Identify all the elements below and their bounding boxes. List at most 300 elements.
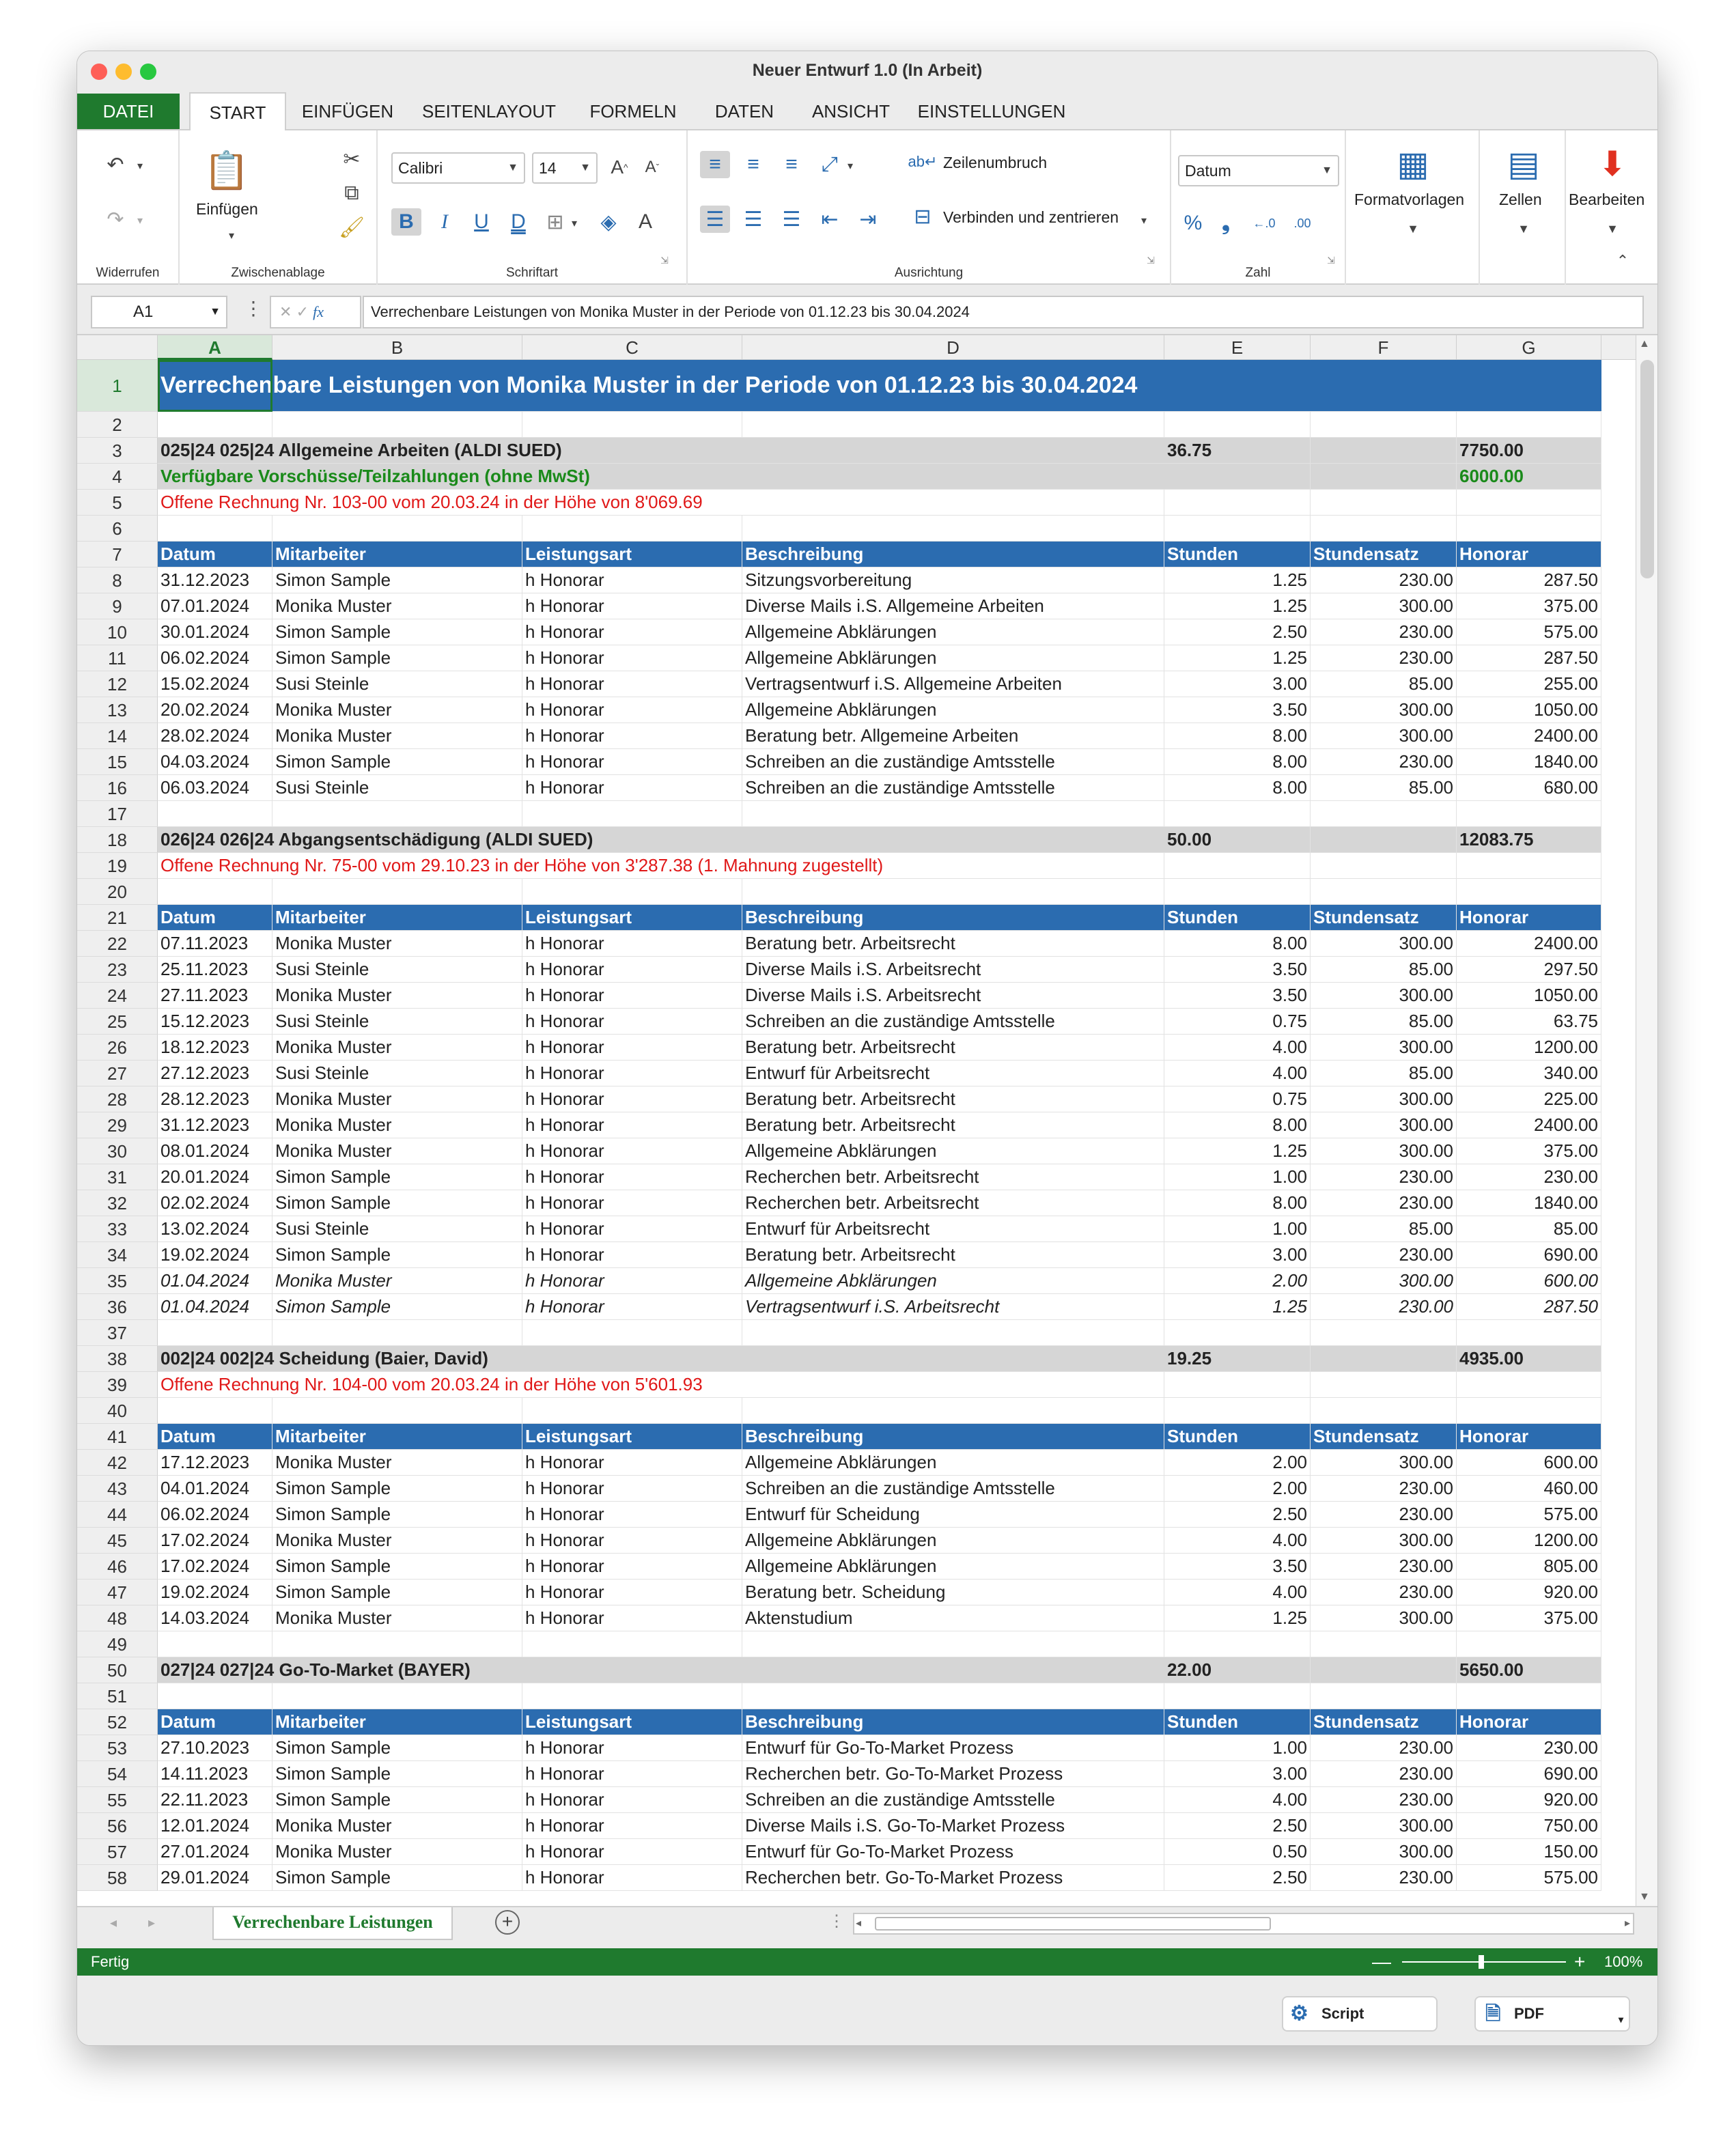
cell[interactable]: 690.00 <box>1457 1242 1601 1267</box>
thousands-separator-icon[interactable]: ❟ <box>1222 212 1230 234</box>
cell[interactable]: Simon Sample <box>272 1190 522 1216</box>
paste-icon[interactable]: 📋 <box>204 150 250 191</box>
cell[interactable]: 2.00 <box>1164 1268 1311 1293</box>
cell[interactable] <box>742 1398 1164 1423</box>
cell[interactable]: Honorar <box>1457 905 1601 930</box>
row-header[interactable]: 42 <box>77 1450 158 1476</box>
cell[interactable]: Schreiben an die zuständige Amtsstelle <box>742 1787 1164 1812</box>
row-header[interactable]: 37 <box>77 1320 158 1346</box>
more-options-icon[interactable]: ⋮ <box>244 298 263 319</box>
cell[interactable]: 8.00 <box>1164 1112 1311 1138</box>
cell[interactable] <box>158 1398 272 1423</box>
cell[interactable]: 1.00 <box>1164 1164 1311 1190</box>
cell[interactable]: 15.02.2024 <box>158 671 272 697</box>
number-format-dropdown[interactable] <box>1178 155 1339 186</box>
row-header[interactable]: 11 <box>77 645 158 671</box>
cell[interactable] <box>1164 1372 1311 1397</box>
cell[interactable] <box>522 1398 742 1423</box>
cell[interactable]: Schreiben an die zuständige Amtsstelle <box>742 1476 1164 1501</box>
row-header[interactable]: 12 <box>77 671 158 697</box>
cell[interactable]: 2400.00 <box>1457 931 1601 956</box>
cell[interactable]: Simon Sample <box>272 619 522 645</box>
edit-dropdown-icon[interactable]: ▼ <box>1606 221 1619 236</box>
cell[interactable]: 1840.00 <box>1457 1190 1601 1216</box>
increase-font-icon[interactable]: A ^ <box>611 156 628 178</box>
font-name-dropdown[interactable] <box>391 152 525 184</box>
cell[interactable]: Beratung betr. Allgemeine Arbeiten <box>742 723 1164 748</box>
cell[interactable]: 2.50 <box>1164 1813 1311 1838</box>
cell[interactable]: 2.50 <box>1164 1502 1311 1527</box>
cell[interactable]: 300.00 <box>1311 1138 1457 1164</box>
cell[interactable]: 2.00 <box>1164 1450 1311 1475</box>
cell[interactable]: Monika Muster <box>272 1528 522 1553</box>
cell[interactable]: Allgemeine Abklärungen <box>742 1138 1164 1164</box>
cell[interactable]: Monika Muster <box>272 723 522 748</box>
cell[interactable]: Offene Rechnung Nr. 75-00 vom 29.10.23 in der Höhe von 3'287.38 (1. Mahnung zugestellt) <box>160 855 884 875</box>
cell[interactable]: Simon Sample <box>272 567 522 593</box>
cell[interactable]: Monika Muster <box>272 697 522 722</box>
cell[interactable]: 300.00 <box>1311 1268 1457 1293</box>
row-header[interactable]: 50 <box>77 1657 158 1683</box>
cell[interactable] <box>1164 1320 1311 1345</box>
cell[interactable] <box>1164 1631 1311 1657</box>
cell[interactable]: h Honorar <box>522 749 742 774</box>
cell[interactable]: 31.12.2023 <box>158 1112 272 1138</box>
cell[interactable]: 4.00 <box>1164 1580 1311 1605</box>
zoom-slider[interactable] <box>1402 1961 1566 1963</box>
cell[interactable]: 3.50 <box>1164 697 1311 722</box>
cell[interactable]: Schreiben an die zuständige Amtsstelle <box>742 749 1164 774</box>
scroll-thumb[interactable] <box>1640 360 1654 578</box>
cell[interactable]: Susi Steinle <box>272 1061 522 1086</box>
cell[interactable]: 575.00 <box>1457 619 1601 645</box>
cell[interactable] <box>742 516 1164 541</box>
bold-icon[interactable]: B <box>391 208 421 236</box>
zoom-out-icon[interactable]: — <box>1372 1951 1391 1972</box>
cell[interactable]: h Honorar <box>522 775 742 800</box>
undo-icon[interactable]: ↶ <box>107 153 124 176</box>
align-bottom-icon[interactable]: ≡ <box>785 153 798 176</box>
cell[interactable]: 4.00 <box>1164 1061 1311 1086</box>
cell[interactable]: Datum <box>158 542 272 567</box>
scroll-left-icon[interactable]: ◂ <box>856 1918 862 1929</box>
cell[interactable]: h Honorar <box>522 1061 742 1086</box>
cell[interactable] <box>1311 412 1457 437</box>
row-header[interactable]: 54 <box>77 1761 158 1787</box>
row-header[interactable]: 6 <box>77 516 158 542</box>
vertical-scrollbar[interactable] <box>1636 335 1658 1906</box>
cell[interactable]: Allgemeine Abklärungen <box>742 1554 1164 1579</box>
cell[interactable] <box>522 879 742 904</box>
column-header-g[interactable]: G <box>1457 335 1601 360</box>
cell[interactable] <box>1164 801 1311 826</box>
tab-daten[interactable]: DATEN <box>714 101 774 122</box>
cell[interactable]: Monika Muster <box>272 1086 522 1112</box>
cell[interactable]: Sitzungsvorbereitung <box>742 567 1164 593</box>
row-header[interactable]: 57 <box>77 1839 158 1865</box>
cell[interactable]: 1.25 <box>1164 645 1311 671</box>
cell[interactable]: 29.01.2024 <box>158 1865 272 1890</box>
cell[interactable]: 85.00 <box>1457 1216 1601 1241</box>
cell[interactable]: Simon Sample <box>272 1294 522 1319</box>
cell[interactable] <box>1457 1372 1601 1397</box>
cell[interactable] <box>1164 464 1311 489</box>
cell[interactable]: 230.00 <box>1311 1554 1457 1579</box>
next-sheet-icon[interactable]: ▸ <box>148 1916 156 1931</box>
row-header[interactable]: 1 <box>77 360 158 412</box>
row-header[interactable]: 55 <box>77 1787 158 1813</box>
scroll-down-icon[interactable]: ▼ <box>1639 1891 1650 1903</box>
cell[interactable]: Beratung betr. Arbeitsrecht <box>742 1112 1164 1138</box>
cell[interactable]: 690.00 <box>1457 1761 1601 1786</box>
cell[interactable] <box>272 1398 522 1423</box>
increase-indent-icon[interactable]: ⇥ <box>859 208 877 231</box>
paste-button[interactable]: Einfügen <box>196 200 258 218</box>
cell[interactable]: 0.50 <box>1164 1839 1311 1864</box>
cell[interactable]: 230.00 <box>1311 1761 1457 1786</box>
cell[interactable]: 14.03.2024 <box>158 1605 272 1631</box>
row-header[interactable]: 23 <box>77 957 158 983</box>
zoom-in-icon[interactable]: + <box>1574 1951 1586 1972</box>
column-header-c[interactable]: C <box>522 335 742 360</box>
cell[interactable]: 02.02.2024 <box>158 1190 272 1216</box>
cell[interactable] <box>1457 879 1601 904</box>
cell[interactable]: 85.00 <box>1311 1009 1457 1034</box>
cell[interactable]: 255.00 <box>1457 671 1601 697</box>
cell[interactable]: Allgemeine Abklärungen <box>742 1268 1164 1293</box>
cell[interactable] <box>1457 801 1601 826</box>
align-center-icon[interactable]: ☰ <box>744 208 763 231</box>
cell[interactable]: Beratung betr. Arbeitsrecht <box>742 931 1164 956</box>
row-header[interactable]: 18 <box>77 827 158 853</box>
cell[interactable]: h Honorar <box>522 1164 742 1190</box>
cell[interactable]: Susi Steinle <box>272 671 522 697</box>
cell[interactable]: 19.02.2024 <box>158 1580 272 1605</box>
row-header[interactable]: 36 <box>77 1294 158 1320</box>
italic-icon[interactable]: I <box>441 210 448 233</box>
cell[interactable]: 15.12.2023 <box>158 1009 272 1034</box>
cell[interactable]: 300.00 <box>1311 1035 1457 1060</box>
cell[interactable]: 3.50 <box>1164 957 1311 982</box>
row-header[interactable]: 26 <box>77 1035 158 1061</box>
align-middle-icon[interactable]: ≡ <box>747 153 759 176</box>
row-header[interactable]: 25 <box>77 1009 158 1035</box>
cell[interactable]: h Honorar <box>522 1138 742 1164</box>
cell[interactable] <box>1164 1398 1311 1423</box>
font-size-dropdown[interactable] <box>532 152 598 184</box>
cell[interactable]: Monika Muster <box>272 1035 522 1060</box>
cell[interactable]: Allgemeine Abklärungen <box>742 645 1164 671</box>
cell[interactable]: Offene Rechnung Nr. 104-00 vom 20.03.24 in der Höhe von 5'601.93 <box>160 1374 703 1394</box>
cell[interactable]: 300.00 <box>1311 1839 1457 1864</box>
row-header[interactable]: 10 <box>77 619 158 645</box>
orientation-dropdown-icon[interactable]: ▾ <box>847 160 854 172</box>
cell[interactable]: 2400.00 <box>1457 1112 1601 1138</box>
name-box[interactable] <box>91 296 227 328</box>
cell[interactable]: 460.00 <box>1457 1476 1601 1501</box>
spreadsheet-grid[interactable] <box>77 335 1636 1906</box>
cell[interactable]: 230.00 <box>1311 1242 1457 1267</box>
row-header[interactable]: 30 <box>77 1138 158 1164</box>
cell[interactable]: h Honorar <box>522 1476 742 1501</box>
cell[interactable]: h Honorar <box>522 567 742 593</box>
cell[interactable]: Susi Steinle <box>272 957 522 982</box>
cancel-icon[interactable]: ✕ <box>279 303 292 320</box>
cell[interactable]: 07.11.2023 <box>158 931 272 956</box>
cell[interactable]: Diverse Mails i.S. Go-To-Market Prozess <box>742 1813 1164 1838</box>
cut-icon[interactable]: ✂ <box>343 148 361 171</box>
row-header[interactable]: 5 <box>77 490 158 516</box>
row-header[interactable]: 7 <box>77 542 158 567</box>
add-sheet-icon[interactable]: + <box>495 1910 520 1935</box>
cell[interactable]: 230.00 <box>1311 1865 1457 1890</box>
cell[interactable]: 28.02.2024 <box>158 723 272 748</box>
edit-button[interactable]: Bearbeiten <box>1569 191 1645 208</box>
cell[interactable]: h Honorar <box>522 1242 742 1267</box>
wrap-text-button[interactable]: Zeilenumbruch <box>943 154 1048 171</box>
cell[interactable] <box>1457 412 1601 437</box>
cell[interactable]: h Honorar <box>522 957 742 982</box>
cell[interactable]: 19.25 <box>1164 1346 1311 1371</box>
decrease-decimal-icon[interactable]: .00 <box>1293 216 1311 230</box>
copy-icon[interactable]: ⧉ <box>344 182 359 204</box>
row-header[interactable]: 8 <box>77 567 158 593</box>
cell[interactable]: 14.11.2023 <box>158 1761 272 1786</box>
cell[interactable]: Monika Muster <box>272 1138 522 1164</box>
cell[interactable] <box>522 1631 742 1657</box>
cell[interactable]: 8.00 <box>1164 723 1311 748</box>
cell[interactable]: 025|24 025|24 Allgemeine Arbeiten (ALDI SUED) <box>160 440 562 460</box>
cell[interactable]: 300.00 <box>1311 1813 1457 1838</box>
tab-formeln[interactable]: FORMELN <box>589 101 677 122</box>
cell[interactable]: Diverse Mails i.S. Arbeitsrecht <box>742 957 1164 982</box>
cell[interactable]: 027|24 027|24 Go-To-Market (BAYER) <box>160 1659 471 1680</box>
text-orientation-icon[interactable]: ⤢ <box>822 153 838 176</box>
cell[interactable] <box>158 801 272 826</box>
cell[interactable]: 6000.00 <box>1457 464 1601 489</box>
cell[interactable]: Simon Sample <box>272 1787 522 1812</box>
merge-center-button[interactable]: Verbinden und zentrieren <box>943 208 1119 226</box>
cell[interactable]: Simon Sample <box>272 1580 522 1605</box>
row-header[interactable]: 45 <box>77 1528 158 1554</box>
cell[interactable]: Simon Sample <box>272 1761 522 1786</box>
cell[interactable] <box>158 1683 272 1709</box>
cell[interactable]: Entwurf für Arbeitsrecht <box>742 1216 1164 1241</box>
cell[interactable]: 230.00 <box>1311 1476 1457 1501</box>
cell[interactable]: 375.00 <box>1457 1138 1601 1164</box>
cell[interactable]: 4.00 <box>1164 1035 1311 1060</box>
cell[interactable]: Verfügbare Vorschüsse/Teilzahlungen (ohne MwSt) <box>160 466 590 486</box>
decrease-font-icon[interactable]: A ˇ <box>645 158 660 176</box>
cell[interactable] <box>158 412 272 437</box>
cell[interactable]: Leistungsart <box>522 905 742 930</box>
cell[interactable]: Simon Sample <box>272 1865 522 1890</box>
collapse-ribbon-icon[interactable]: ⌃ <box>1616 252 1629 269</box>
cell[interactable]: Simon Sample <box>272 1476 522 1501</box>
cell[interactable]: Allgemeine Abklärungen <box>742 697 1164 722</box>
tab-seitenlayout[interactable]: SEITENLAYOUT <box>421 101 556 122</box>
cell[interactable] <box>522 801 742 826</box>
paste-dropdown-icon[interactable]: ▾ <box>228 230 235 242</box>
cell[interactable]: Stundensatz <box>1311 905 1457 930</box>
cell[interactable]: Beschreibung <box>742 905 1164 930</box>
cell[interactable]: 680.00 <box>1457 775 1601 800</box>
cell[interactable] <box>1457 516 1601 541</box>
cell[interactable]: h Honorar <box>522 645 742 671</box>
cell[interactable]: Monika Muster <box>272 1112 522 1138</box>
cell[interactable] <box>742 853 1164 878</box>
cell[interactable]: 85.00 <box>1311 671 1457 697</box>
wrap-text-icon[interactable]: ab↵ <box>908 153 938 170</box>
cell[interactable]: Entwurf für Scheidung <box>742 1502 1164 1527</box>
cell[interactable] <box>272 801 522 826</box>
cell[interactable]: 600.00 <box>1457 1268 1601 1293</box>
cell[interactable]: 340.00 <box>1457 1061 1601 1086</box>
cell[interactable]: 920.00 <box>1457 1787 1601 1812</box>
cell[interactable]: 230.00 <box>1311 1735 1457 1760</box>
cell[interactable]: 28.12.2023 <box>158 1086 272 1112</box>
cell[interactable]: 1.25 <box>1164 1605 1311 1631</box>
cell[interactable]: 375.00 <box>1457 1605 1601 1631</box>
row-header[interactable]: 4 <box>77 464 158 490</box>
cell[interactable]: h Honorar <box>522 1112 742 1138</box>
cell[interactable]: Verrechenbare Leistungen von Monika Muster in der Periode von 01.12.23 bis 30.04.2024 <box>160 372 1138 398</box>
underline-icon[interactable]: U <box>474 210 489 233</box>
cell[interactable] <box>158 879 272 904</box>
cell[interactable] <box>1311 853 1457 878</box>
cell[interactable] <box>1311 1398 1457 1423</box>
cell[interactable] <box>1311 1683 1457 1709</box>
cell[interactable]: 300.00 <box>1311 1086 1457 1112</box>
cell[interactable] <box>742 801 1164 826</box>
cell[interactable]: 230.00 <box>1311 1787 1457 1812</box>
cell[interactable]: h Honorar <box>522 723 742 748</box>
cell[interactable]: 7750.00 <box>1457 438 1601 463</box>
dialog-launcher-icon[interactable]: ⇲ <box>1327 254 1335 266</box>
row-header[interactable]: 21 <box>77 905 158 931</box>
cell[interactable]: 1200.00 <box>1457 1035 1601 1060</box>
cell[interactable]: 31.12.2023 <box>158 567 272 593</box>
cell[interactable]: 1200.00 <box>1457 1528 1601 1553</box>
cell[interactable]: Stunden <box>1164 542 1311 567</box>
font-color-icon[interactable]: A <box>638 210 652 233</box>
row-header[interactable]: 17 <box>77 801 158 827</box>
cell[interactable]: h Honorar <box>522 1605 742 1631</box>
double-underline-icon[interactable]: D <box>511 210 526 233</box>
cell[interactable]: 575.00 <box>1457 1502 1601 1527</box>
cell[interactable]: 287.50 <box>1457 645 1601 671</box>
cell[interactable]: 3.00 <box>1164 1242 1311 1267</box>
function-icon[interactable]: fx <box>313 303 324 320</box>
cell[interactable]: 230.00 <box>1311 1580 1457 1605</box>
cell[interactable] <box>1311 827 1457 852</box>
cell[interactable]: Datum <box>158 1424 272 1449</box>
cell[interactable]: 20.02.2024 <box>158 697 272 722</box>
cell[interactable]: Simon Sample <box>272 1502 522 1527</box>
cell[interactable]: 920.00 <box>1457 1580 1601 1605</box>
cell[interactable]: Beschreibung <box>742 1424 1164 1449</box>
cell[interactable]: Recherchen betr. Go-To-Market Prozess <box>742 1761 1164 1786</box>
align-left-icon[interactable]: ☰ <box>700 206 730 233</box>
cell[interactable]: Monika Muster <box>272 593 522 619</box>
cell[interactable]: Entwurf für Arbeitsrecht <box>742 1061 1164 1086</box>
edit-icon[interactable]: ⬇ <box>1598 145 1627 183</box>
cell[interactable]: Stundensatz <box>1311 1709 1457 1735</box>
cell[interactable]: 85.00 <box>1311 1061 1457 1086</box>
cell[interactable]: 0.75 <box>1164 1009 1311 1034</box>
cell[interactable] <box>742 879 1164 904</box>
cell[interactable]: Vertragsentwurf i.S. Arbeitsrecht <box>742 1294 1164 1319</box>
select-all-corner[interactable] <box>77 335 158 360</box>
styles-dropdown-icon[interactable]: ▼ <box>1407 221 1419 236</box>
cell[interactable]: 01.04.2024 <box>158 1268 272 1293</box>
cell[interactable]: 375.00 <box>1457 593 1601 619</box>
cell[interactable]: h Honorar <box>522 697 742 722</box>
scroll-up-icon[interactable]: ▲ <box>1639 338 1650 350</box>
splitter-icon[interactable]: ⋮ <box>828 1912 845 1931</box>
cell[interactable]: 13.02.2024 <box>158 1216 272 1241</box>
cell[interactable] <box>742 1631 1164 1657</box>
cell[interactable] <box>1164 516 1311 541</box>
row-header[interactable]: 9 <box>77 593 158 619</box>
cell[interactable]: Recherchen betr. Arbeitsrecht <box>742 1164 1164 1190</box>
cell[interactable]: Monika Muster <box>272 983 522 1008</box>
cell[interactable]: Monika Muster <box>272 1450 522 1475</box>
cell[interactable]: 230.00 <box>1311 1294 1457 1319</box>
cell[interactable]: 230.00 <box>1457 1735 1601 1760</box>
cell[interactable]: 36.75 <box>1164 438 1311 463</box>
row-header[interactable]: 58 <box>77 1865 158 1891</box>
cell[interactable]: h Honorar <box>522 1190 742 1216</box>
cell[interactable]: 297.50 <box>1457 957 1601 982</box>
dialog-launcher-icon[interactable]: ⇲ <box>660 254 669 266</box>
cell[interactable]: Recherchen betr. Go-To-Market Prozess <box>742 1865 1164 1890</box>
cell[interactable]: 01.04.2024 <box>158 1294 272 1319</box>
cell[interactable]: 04.01.2024 <box>158 1476 272 1501</box>
align-right-icon[interactable]: ☰ <box>782 208 801 231</box>
row-header[interactable]: 35 <box>77 1268 158 1294</box>
cell[interactable]: 3.00 <box>1164 1761 1311 1786</box>
cell[interactable]: 1.25 <box>1164 1138 1311 1164</box>
cell[interactable]: Monika Muster <box>272 1839 522 1864</box>
zoom-slider-handle[interactable] <box>1479 1955 1484 1969</box>
cell[interactable]: Susi Steinle <box>272 775 522 800</box>
cell[interactable] <box>742 1372 1164 1397</box>
cell[interactable]: 19.02.2024 <box>158 1242 272 1267</box>
cell[interactable]: 27.11.2023 <box>158 983 272 1008</box>
horizontal-scroll-thumb[interactable] <box>875 1917 1271 1931</box>
cell[interactable]: Honorar <box>1457 542 1601 567</box>
cell[interactable]: 85.00 <box>1311 775 1457 800</box>
cell[interactable]: Datum <box>158 905 272 930</box>
cell[interactable]: 002|24 002|24 Scheidung (Baier, David) <box>160 1348 488 1369</box>
cell[interactable]: Entwurf für Go-To-Market Prozess <box>742 1735 1164 1760</box>
format-styles-button[interactable]: Formatvorlagen <box>1354 191 1465 208</box>
script-button[interactable] <box>1282 1996 1438 2032</box>
cell[interactable]: 06.03.2024 <box>158 775 272 800</box>
cell[interactable]: Monika Muster <box>272 931 522 956</box>
cell[interactable]: 2.50 <box>1164 1865 1311 1890</box>
cell[interactable]: 287.50 <box>1457 1294 1601 1319</box>
borders-dropdown-icon[interactable]: ▾ <box>571 218 578 229</box>
cell[interactable]: Simon Sample <box>272 749 522 774</box>
previous-sheet-icon[interactable]: ◂ <box>110 1916 117 1931</box>
tab-datei[interactable]: DATEI <box>77 94 180 129</box>
cell[interactable] <box>158 1631 272 1657</box>
tab-start[interactable]: START <box>189 92 286 132</box>
align-top-icon[interactable]: ≡ <box>700 151 730 178</box>
cell[interactable] <box>742 1320 1164 1345</box>
